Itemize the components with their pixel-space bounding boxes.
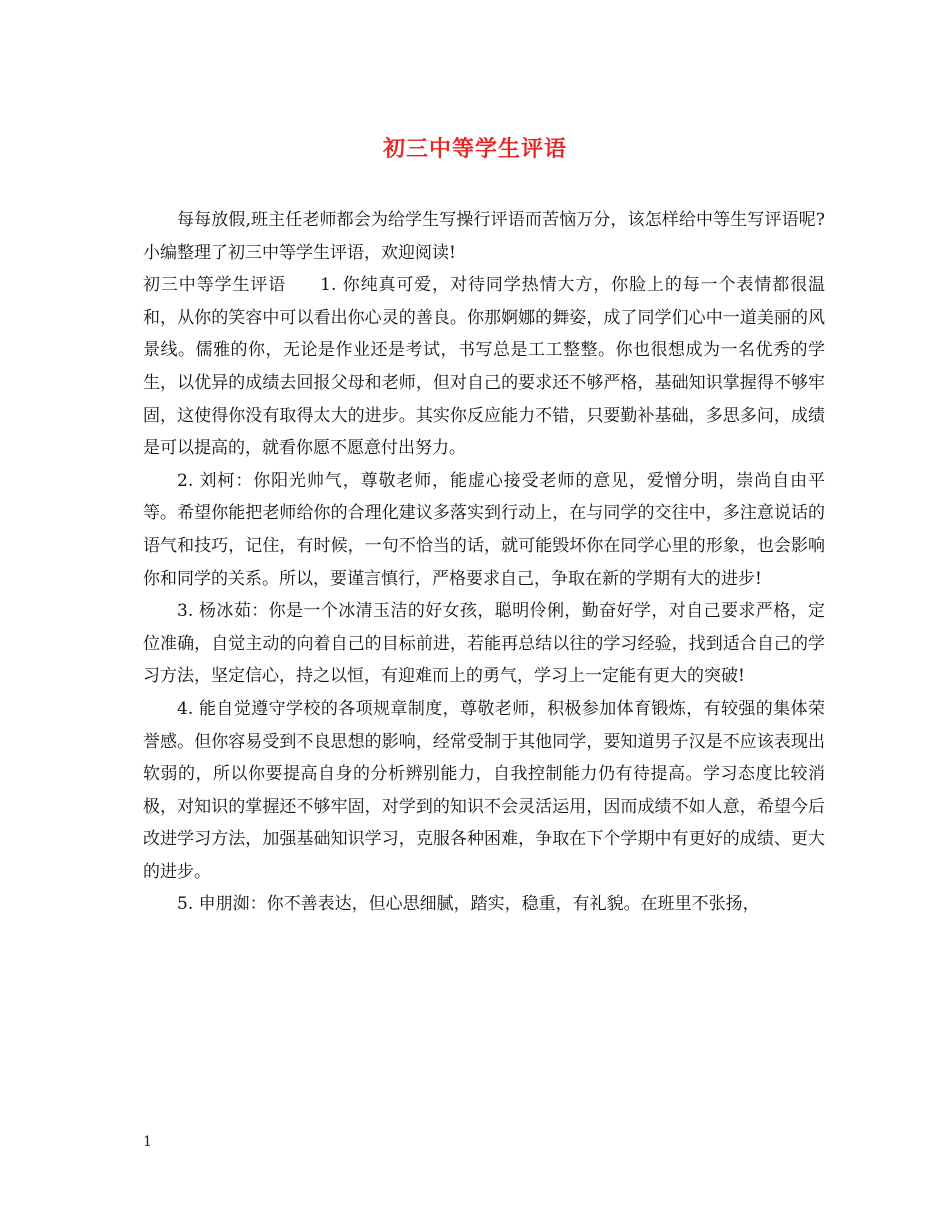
paragraph-1 — [143, 269, 825, 465]
paragraph-5: 5. 申朋洳：你不善表达，但心思细腻，踏实，稳重，有礼貌。在班里不张扬， — [177, 894, 760, 915]
paragraph-4: 4. 能自觉遵守学校的各项规章制度，尊敬老师，积极参加体育锻炼，有较强的集体荣誉感。但你容易受到不良思想的影响，经常受制于其他同学，要知道男子汉是不应该表现出软弱的，所以你要提高自身的分析辨别能力，自我控制能力仍有待提高。学习态度比较消极，对知识的掌握还不够牢固，对学到的知识不会灵活运用，因而成绩不如人意，希望今后改进学习方法，加强基础知识学习，克服各种困难，争取在下个学期中有更好的成绩、更大的进步。 — [143, 698, 825, 882]
paragraph-3: 3. 杨冰茹：你是一个冰清玉洁的好女孩，聪明伶俐，勤奋好学，对自己要求严格，定位准确，自觉主动的向着自己的目标前进，若能再总结以往的学习经验，找到适合自己的学习方法，坚定信心，持之以恒，有迎难而上的勇气，学习上一定能有更大的突破! — [143, 601, 825, 687]
document-title: 初三中等学生评语 — [382, 136, 567, 162]
paragraph-2: 2. 刘柯：你阳光帅气，尊敬老师，能虚心接受老师的意见，爱憎分明，崇尚自由平等。希望你能把老师给你的合理化建议多落实到行动上，在与同学的交往中，多注意说话的语气和技巧，记住，有时候，一句不恰当的话，就可能毁坏你在同学心里的形象，也会影响你和同学的关系。所以，要谨言慎行，严格要求自己，争取在新的学期有大的进步! — [143, 470, 825, 589]
page-number: 1 — [143, 1134, 152, 1150]
intro-paragraph: 每每放假,班主任老师都会为给学生写操行评语而苦恼万分，该怎样给中等生写评语呢?小编整理了初三中等学生评语，欢迎阅读! — [143, 210, 825, 263]
document-body — [143, 204, 825, 921]
section-label: 初三中等学生评语 — [143, 275, 287, 296]
paragraph-1-text: 1. 你纯真可爱，对待同学热情大方，你脸上的每一个表情都很温和，从你的笑容中可以看出你心灵的善良。你那婀娜的舞姿，成了同学们心中一道美丽的风景线。儒雅的你，无论是作业还是考试，书写总是工工整整。你也很想成为一名优秀的学生，以优异的成绩去回报父母和老师，但对自己的要求还不够严格，基础知识掌握得不够牢固，这使得你没有取得太大的进步。其实你反应能力不错，只要勤补基础，多思多问，成绩是可以提高的，就看你愿不愿意付出努力。 — [143, 275, 825, 459]
